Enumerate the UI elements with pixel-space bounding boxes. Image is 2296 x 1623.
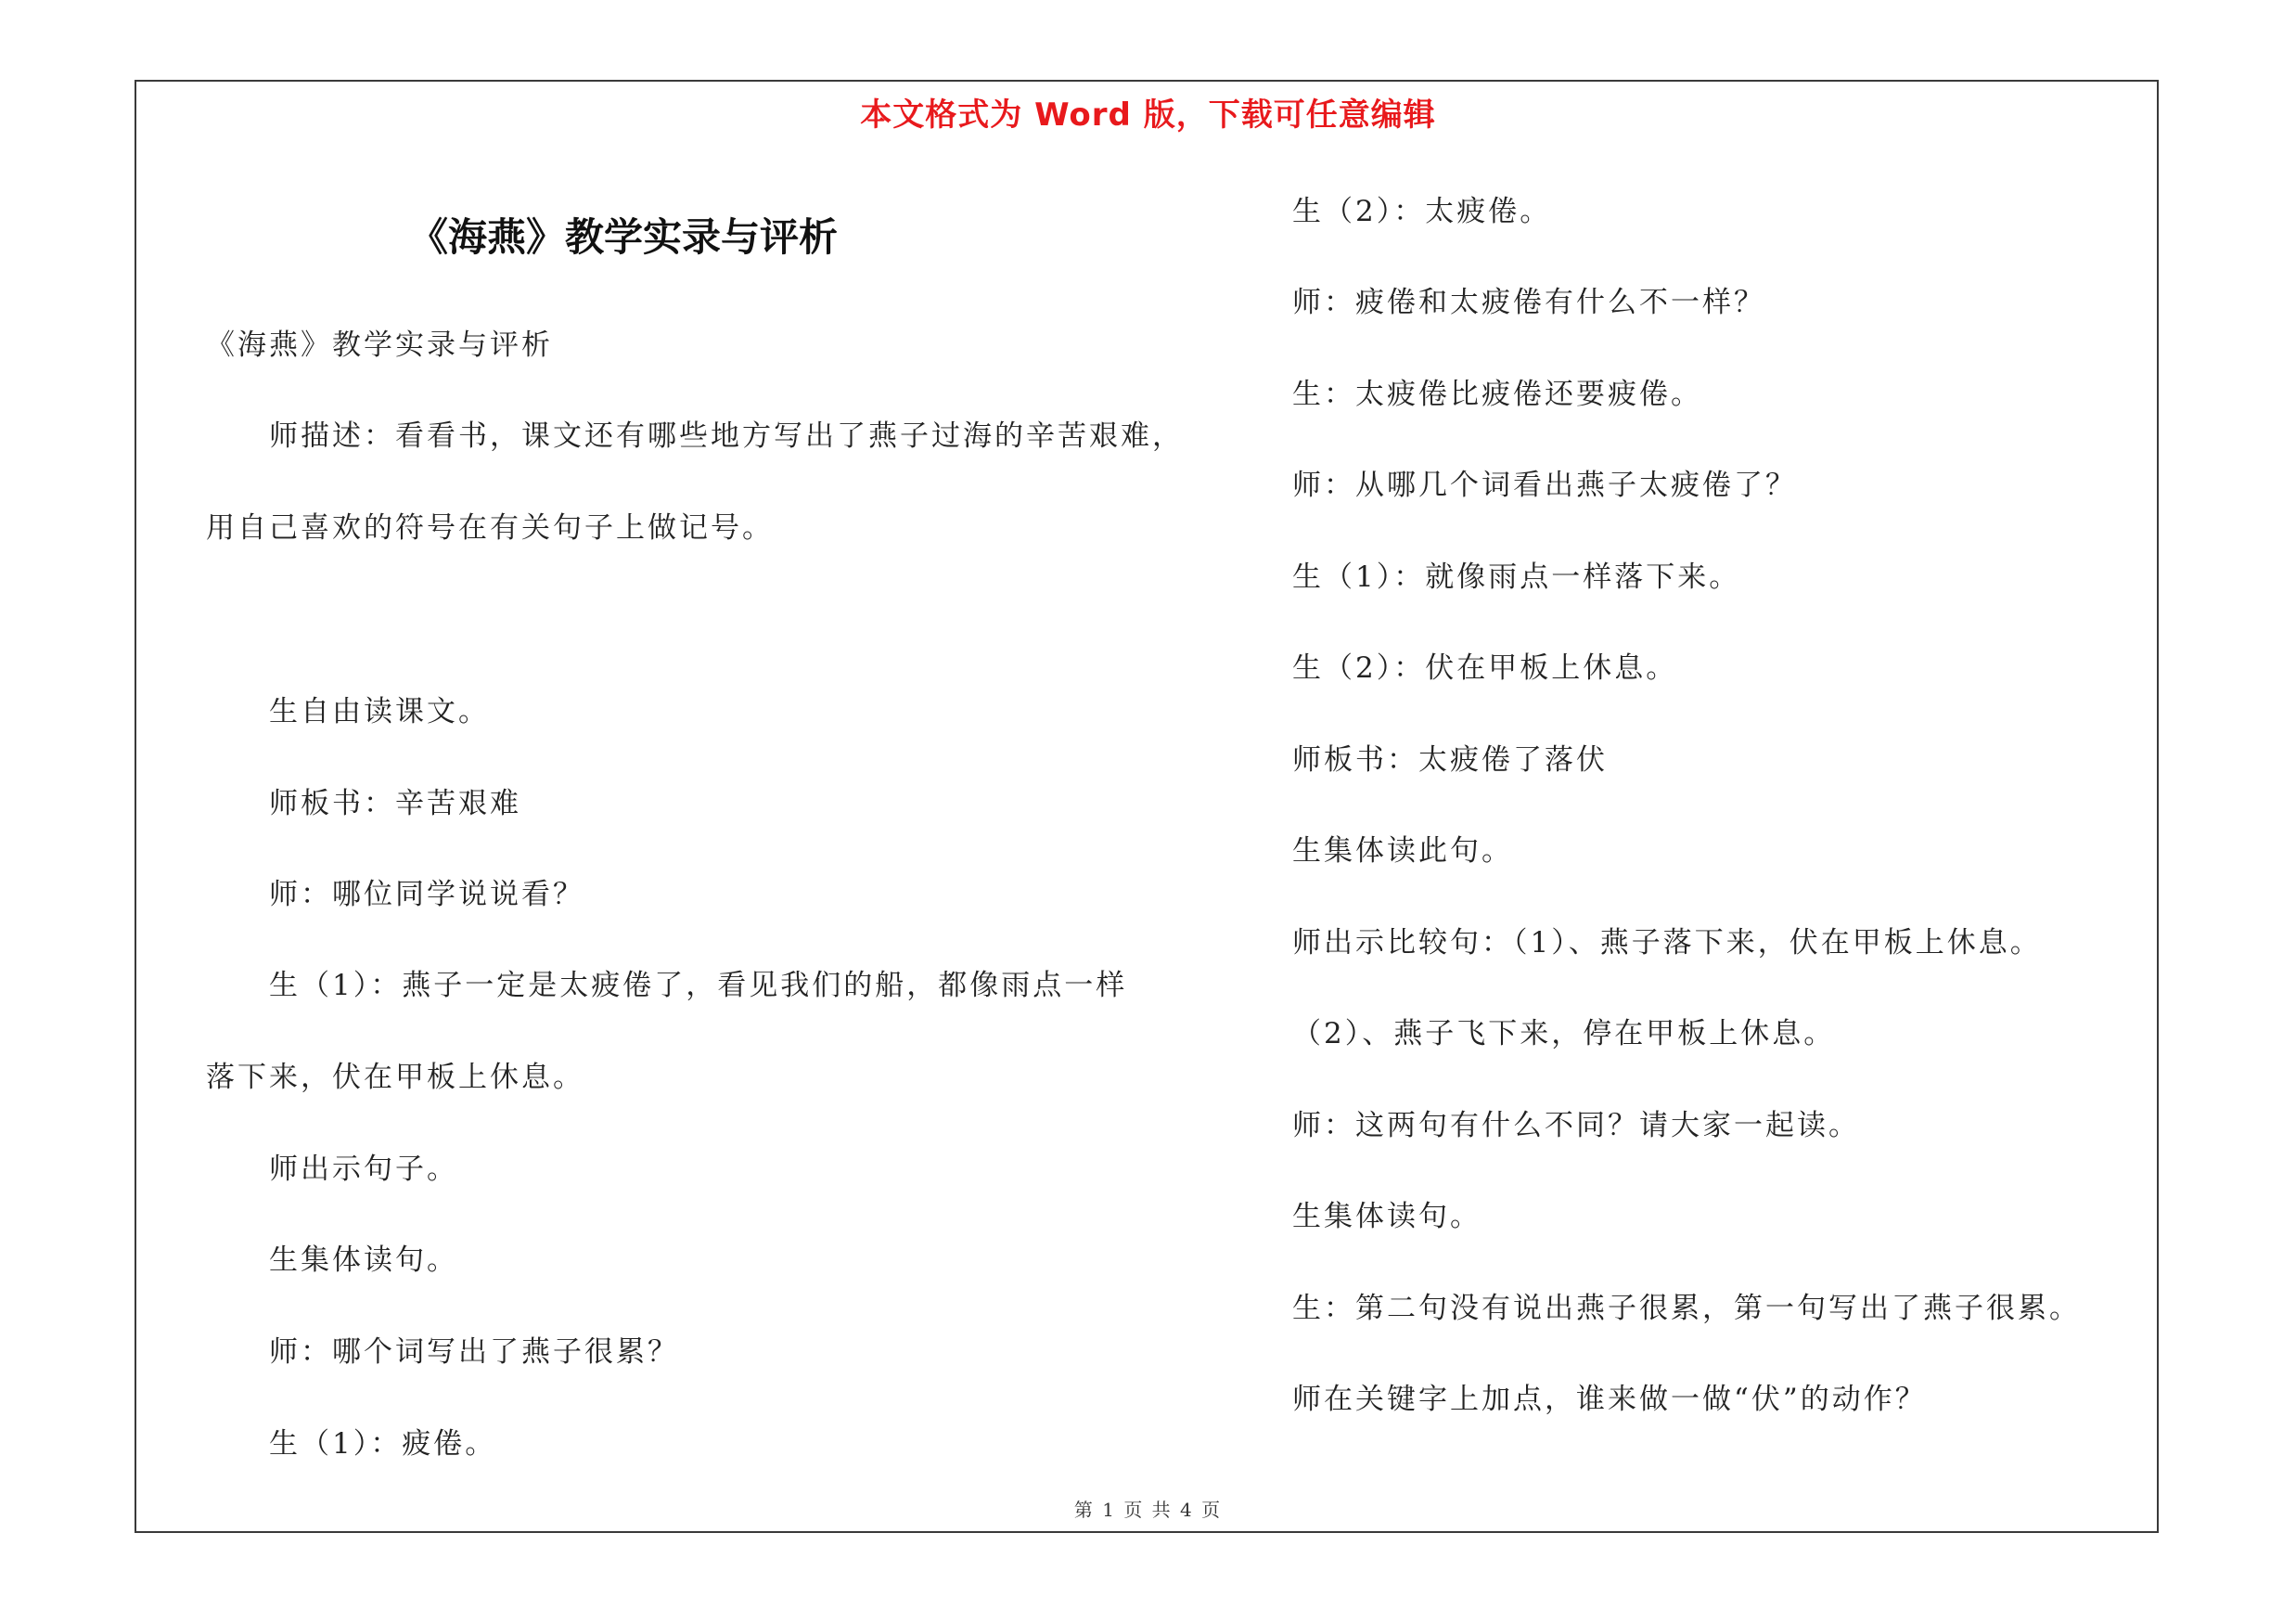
paragraph-student-1: 生（1）：燕子一定是太疲倦了，看见我们的船，都像雨点一样 [269,969,1128,1002]
paragraph-teacher-description-cont: 用自己喜欢的符号在有关句子上做记号。 [206,511,774,545]
paragraph-student-2: 生（2）：太疲倦。 [1292,195,1552,228]
paragraph-blackboard-2: 师板书：太疲倦了落伏 [1292,743,1608,777]
paragraph-class-reads-2: 生集体读句。 [1292,1200,1481,1233]
paragraph-student-deck: 生（2）：伏在甲板上休息。 [1292,651,1678,685]
document-title: 《海燕》教学实录与评析 [408,214,838,260]
paragraph-teacher-which-words: 师：从哪几个词看出燕子太疲倦了？ [1292,469,1797,502]
paragraph-student-1-cont: 落下来，伏在甲板上休息。 [206,1061,584,1094]
paragraph-teacher-shows: 师出示句子。 [269,1153,458,1186]
paragraph-student-tired: 生（1）：疲倦。 [269,1427,497,1461]
paragraph-teacher-difference: 师：疲倦和太疲倦有什么不一样？ [1292,286,1765,319]
paragraph-class-reads: 生集体读句。 [269,1243,458,1277]
paragraph-student-compare: 生：第二句没有说出燕子很累，第一句写出了燕子很累。 [1292,1292,2081,1325]
paragraph-teacher-description: 师描述：看看书，课文还有哪些地方写出了燕子过海的辛苦艰难， [269,419,1184,453]
paragraph-blackboard: 师板书：辛苦艰难 [269,787,521,820]
paragraph-class-reads-sentence: 生集体读此句。 [1292,834,1513,868]
paragraph-student-answer: 生：太疲倦比疲倦还要疲倦。 [1292,378,1702,411]
page-number: 第 1 页 共 4 页 [1073,1499,1223,1521]
paragraph-comparison-2: （2）、燕子飞下来，停在甲板上休息。 [1292,1017,1836,1050]
paragraph-student-rain: 生（1）：就像雨点一样落下来。 [1292,560,1741,594]
paragraph-subtitle: 《海燕》教学实录与评析 [206,328,553,362]
paragraph-teacher-question: 师：哪位同学说说看？ [269,878,584,911]
paragraph-comparison-1: 师出示比较句：（1）、燕子落下来，伏在甲板上休息。 [1292,926,2042,960]
paragraph-student-reading: 生自由读课文。 [269,695,490,728]
word-format-banner: 本文格式为 Word 版，下载可任意编辑 [860,97,1436,134]
paragraph-teacher-action: 师在关键字上加点，谁来做一做“伏”的动作？ [1292,1383,1927,1416]
paragraph-teacher-compare: 师：这两句有什么不同？请大家一起读。 [1292,1109,1860,1142]
paragraph-teacher-which-word: 师：哪个词写出了燕子很累？ [269,1335,679,1369]
